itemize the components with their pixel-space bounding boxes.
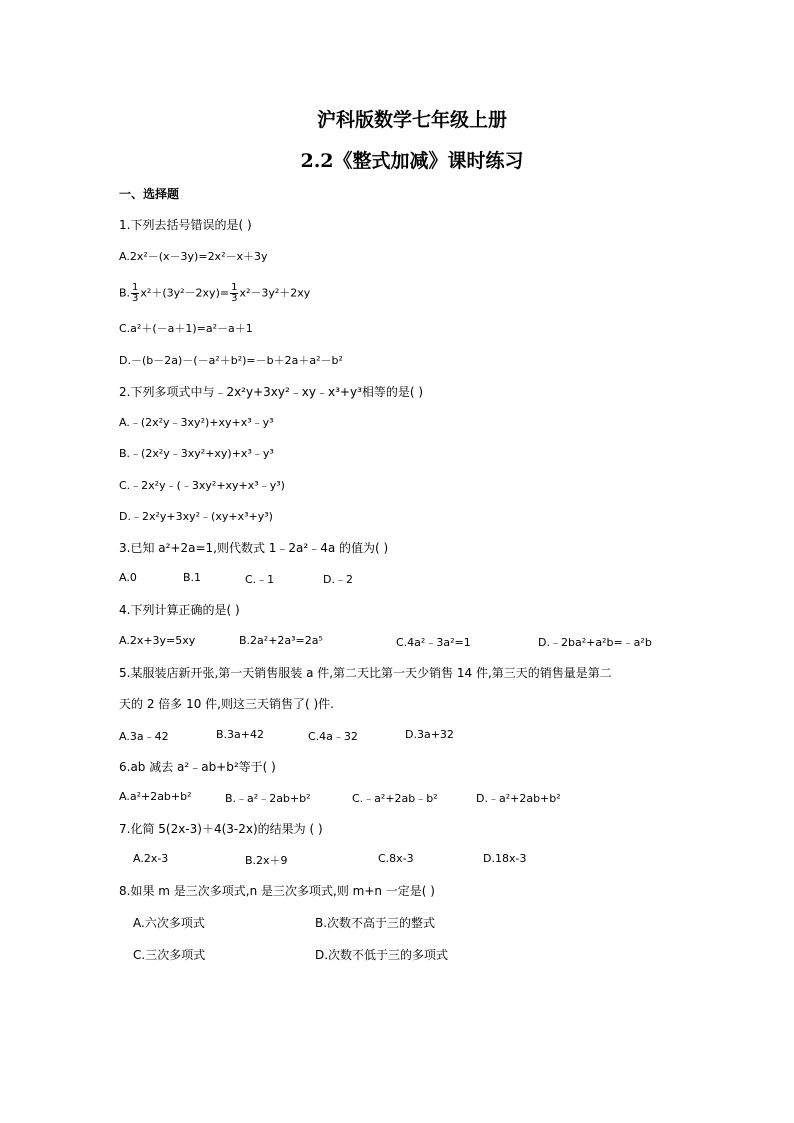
question-8-option-a: A.六次多项式 xyxy=(133,916,205,930)
question-3-option-c: C.﹣1 xyxy=(245,573,275,586)
question-2-option-d: D.﹣2x²y+3xy²﹣(xy+x³+y³) xyxy=(119,510,273,523)
document-title: 沪科版数学七年级上册 xyxy=(316,109,507,131)
question-2-option-c: C.﹣2x²y﹣(﹣3xy²+xy+x³﹣y³) xyxy=(119,479,285,492)
question-6-stem: 6.ab 减去 a²﹣ab+b²等于( ) xyxy=(119,760,276,774)
fraction-numerator: 1 xyxy=(231,282,238,293)
question-2-stem: 2.下列多项式中与﹣2x²y+3xy²﹣xy﹣x³+y³相等的是( ) xyxy=(119,385,424,399)
question-4-option-c: C.4a²﹣3a²=1 xyxy=(396,636,471,649)
question-7-option-c: C.8x-3 xyxy=(378,852,414,865)
question-1-option-c: C.a²＋(－a＋1)=a²－a＋1 xyxy=(119,322,253,335)
question-8-option-b: B.次数不高于三的整式 xyxy=(315,916,436,930)
fraction-denominator: 3 xyxy=(231,293,238,304)
question-1-stem: 1.下列去括号错误的是( ) xyxy=(119,218,252,232)
question-6-option-c: C.﹣a²+2ab﹣b² xyxy=(352,792,438,805)
question-5-option-a: A.3a﹣42 xyxy=(119,730,169,743)
question-5-option-b: B.3a+42 xyxy=(216,728,264,741)
question-7-option-b: B.2x＋9 xyxy=(245,854,288,867)
question-2-option-a: A.﹣(2x²y﹣3xy²)+xy+x³﹣y³ xyxy=(119,416,274,429)
question-8-option-d: D.次数不低于三的多项式 xyxy=(315,948,449,962)
question-5-option-d: D.3a+32 xyxy=(405,728,454,741)
question-7-option-d: D.18x-3 xyxy=(483,852,527,865)
fraction-one-third xyxy=(131,283,139,304)
question-3-option-b: B.1 xyxy=(183,571,202,584)
question-1-option-d: D.－(b－2a)－(－a²＋b²)=－b＋2a＋a²－b² xyxy=(119,354,343,367)
question-1-option-a: A.2x²－(x－3y)=2x²－x＋3y xyxy=(119,250,268,263)
option-b-middle: x²＋(3y²－2xy)= xyxy=(140,286,230,300)
fraction-denominator: 3 xyxy=(132,293,139,304)
question-7-stem: 7.化简 5(2x-3)＋4(3-2x)的结果为 ( ) xyxy=(119,822,323,836)
question-6-option-d: D.﹣a²+2ab+b² xyxy=(476,792,561,805)
question-6-option-b: B.﹣a²﹣2ab+b² xyxy=(225,792,311,805)
question-5-stem-line-2: 天的 2 倍多 10 件,则这三天销售了( )件. xyxy=(119,697,334,711)
option-b-prefix: B. xyxy=(119,286,131,300)
question-3-option-a: A.0 xyxy=(119,571,137,584)
fraction-numerator: 1 xyxy=(132,282,139,293)
question-4-option-d: D.﹣2ba²+a²b=﹣a²b xyxy=(538,636,652,649)
question-4-stem: 4.下列计算正确的是( ) xyxy=(119,603,240,617)
question-3-stem: 3.已知 a²+2a=1,则代数式 1﹣2a²﹣4a 的值为( ) xyxy=(119,541,389,555)
question-4-option-a: A.2x+3y=5xy xyxy=(119,634,196,647)
question-5-stem-line-1: 5.某服装店新开张,第一天销售服装 a 件,第二天比第一天少销售 14 件,第三天的销售量是第二 xyxy=(119,666,612,680)
section-heading: 一、选择题 xyxy=(119,187,180,201)
question-3-option-d: D.﹣2 xyxy=(323,573,353,586)
question-8-option-c: C.三次多项式 xyxy=(133,948,206,962)
document-subtitle: 2.2《整式加减》课时练习 xyxy=(300,150,524,172)
question-1-option-b xyxy=(119,283,310,304)
option-b-tail: x²－3y²＋2xy xyxy=(239,286,311,300)
question-6-option-a: A.a²+2ab+b² xyxy=(119,790,192,803)
question-7-option-a: A.2x-3 xyxy=(133,852,169,865)
question-2-option-b: B.﹣(2x²y﹣3xy²+xy)+x³﹣y³ xyxy=(119,447,274,460)
fraction-one-third-2 xyxy=(230,283,238,304)
question-5-option-c: C.4a﹣32 xyxy=(308,730,358,743)
question-8-stem: 8.如果 m 是三次多项式,n 是三次多项式,则 m+n 一定是( ) xyxy=(119,884,435,898)
question-4-option-b: B.2a²+2a³=2a⁵ xyxy=(239,634,323,647)
